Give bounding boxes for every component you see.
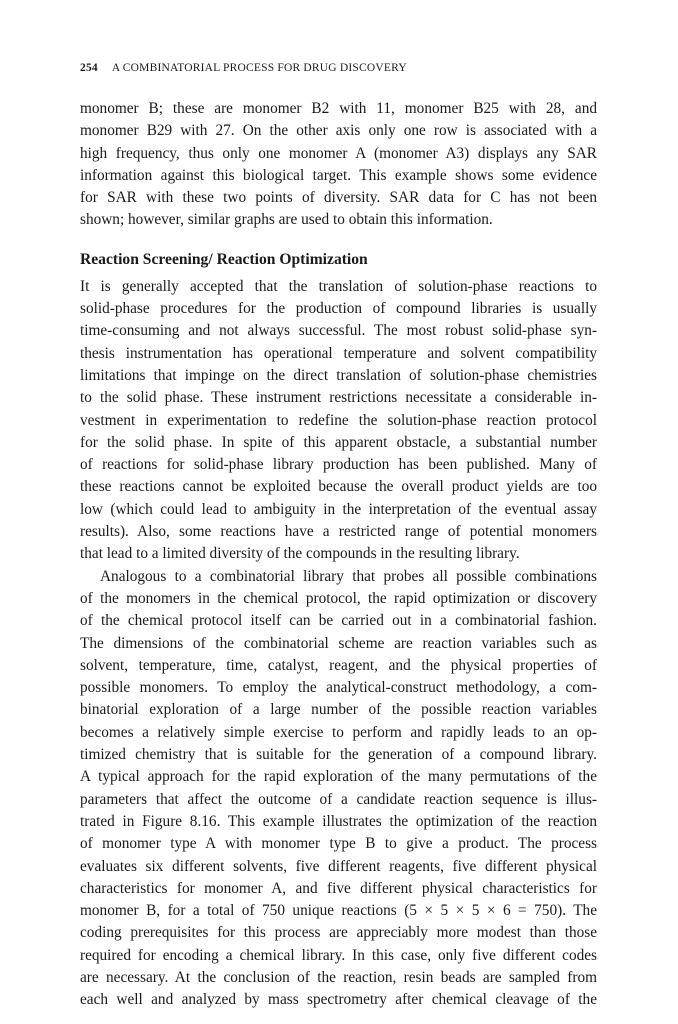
text-line: timized chemistry that is suitable for the generation of a compound library. (80, 746, 597, 764)
text-line: coding prerequisites for this process are appreciably more modest than those (80, 924, 597, 942)
text-line: parameters that affect the outcome of a candidate reaction sequence is illus- (80, 790, 597, 808)
text-line: characteristics for monomer A, and five different physical characteristics for (80, 879, 597, 897)
running-head-title: A COMBINATORIAL PROCESS FOR DRUG DISCOVERY (111, 62, 407, 74)
page-number: 254 (80, 62, 98, 74)
text-line: of monomer type A with monomer type B to give a product. The process (80, 835, 597, 853)
paragraph-continuation (80, 98, 597, 232)
text-line: trated in Figure 8.16. This example illustrates the optimization of the reaction (80, 812, 597, 830)
text-line: results). Also, some reactions have a restricted range of potential monomers (80, 523, 597, 541)
text-line: these reactions cannot be exploited because the overall product yields are too (80, 478, 597, 496)
text-line: thesis instrumentation has operational temperature and solvent compatibility (80, 344, 597, 362)
section-heading: Reaction Screening/ Reaction Optimization (80, 250, 368, 268)
text-line: for the solid phase. In spite of this apparent obstacle, a substantial number (80, 433, 597, 451)
text-line: time-consuming and not always successful. The most robust solid-phase syn- (80, 322, 597, 340)
text-line: binatorial exploration of a large number of the possible reaction variables (80, 701, 597, 719)
text-line: possible monomers. To employ the analytical-construct methodology, a com- (80, 679, 597, 697)
text-line: limitations that impinge on the direct translation of solution-phase chemistries (80, 366, 597, 384)
text-line: low (which could lead to ambiguity in the interpretation of the eventual assay (80, 500, 597, 518)
text-line: monomer B29 with 27. On the other axis only one row is associated with a (80, 122, 597, 140)
book-page (80, 60, 597, 1012)
text-line: The dimensions of the combinatorial scheme are reaction variables such as (80, 634, 597, 652)
text-line: of reactions for solid-phase library production has been published. Many of (80, 456, 597, 474)
text-line: solvent, temperature, time, catalyst, reagent, and the physical properties of (80, 656, 597, 674)
text-line: evaluates six different solvents, five different reagents, five different physical (80, 857, 597, 875)
text-line: of the chemical protocol itself can be carried out in a combinatorial fashion. (80, 612, 597, 630)
paragraph-combinatorial-optimization (80, 566, 597, 1012)
text-line: solid-phase procedures for the production of compound libraries is usually (80, 300, 597, 318)
text-line: Analogous to a combinatorial library that probes all possible combinations (100, 567, 597, 585)
text-line: monomer B; these are monomer B2 with 11, monomer B25 with 28, and (80, 100, 597, 117)
text-line: shown; however, similar graphs are used to obtain this information. (80, 211, 493, 229)
text-line: vestment in experimentation to redefine the solution-phase reaction protocol (80, 411, 597, 429)
text-line: becomes a relatively simple exercise to perform and rapidly leads to an op- (80, 723, 597, 741)
text-line: of the monomers in the chemical protocol, the rapid optimization or discovery (80, 589, 597, 607)
text-line: each well and analyzed by mass spectrometry after chemical cleavage of the (80, 991, 597, 1009)
text-line: that lead to a limited diversity of the compounds in the resulting library. (80, 545, 520, 563)
text-line: for SAR with these two points of diversity. SAR data for C has not been (80, 189, 597, 207)
text-line: required for encoding a chemical library. In this case, only five different codes (80, 946, 597, 964)
text-line: are necessary. At the conclusion of the reaction, resin beads are sampled from (80, 968, 597, 986)
text-line: high frequency, thus only one monomer A (monomer A3) displays any SAR (80, 144, 597, 162)
text-line: to the solid phase. These instrument restrictions necessitate a considerable in- (80, 389, 597, 407)
text-line: A typical approach for the rapid exploration of the many permutations of the (80, 768, 597, 786)
text-line: It is generally accepted that the translation of solution-phase reactions to (80, 277, 597, 295)
running-head (80, 60, 597, 76)
text-line: information against this biological target. This example shows some evidence (80, 166, 597, 184)
text-line: monomer B, for a total of 750 unique reactions (5 × 5 × 5 × 6 = 750). The (80, 902, 597, 920)
paragraph-reaction-screening (80, 276, 597, 566)
